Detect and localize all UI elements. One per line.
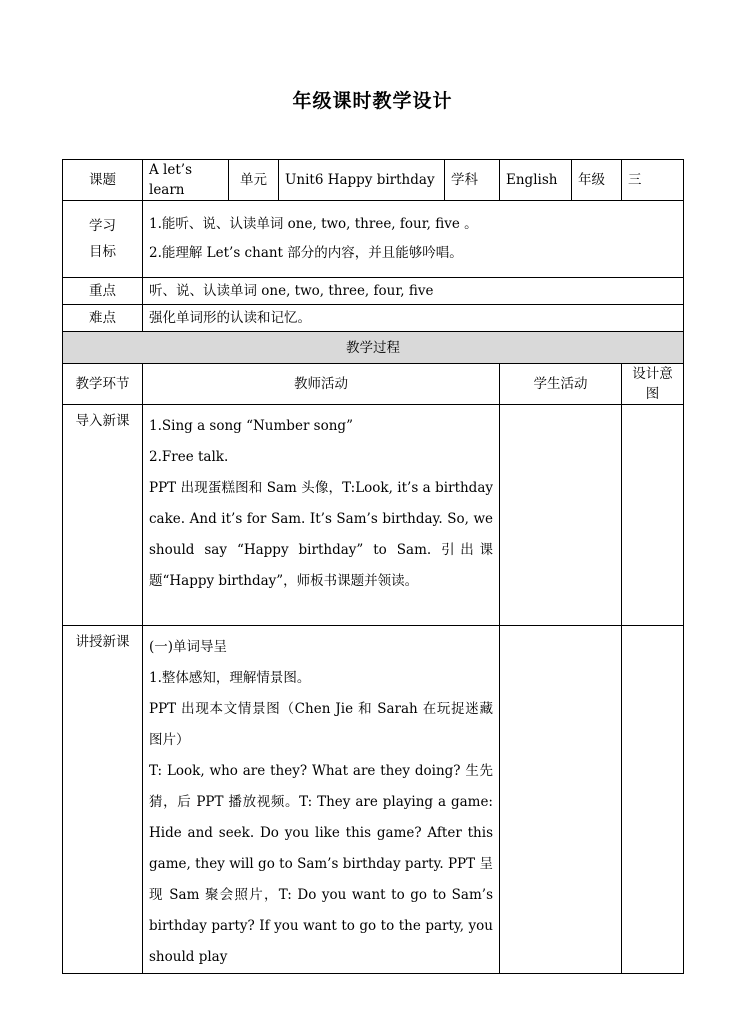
phase-name: 导入新课 [63, 405, 143, 626]
student-activity [500, 405, 622, 626]
objective-item: 2.能理解 Let’s chant 部分的内容，并且能够吟唱。 [149, 245, 463, 261]
grade-label: 年级 [572, 160, 622, 201]
activity-line: 2.Free talk. [149, 449, 229, 465]
objectives-content [143, 201, 684, 278]
objectives-label-line1: 学习 [89, 218, 116, 234]
activity-line: 1.整体感知，理解情景图。 [149, 670, 311, 686]
teacher-activity [143, 626, 500, 974]
objectives-label [63, 201, 143, 278]
info-row [63, 160, 684, 201]
key-points-row [63, 278, 684, 305]
process-header: 教学过程 [63, 332, 684, 364]
activity-line: PPT 出现本文情景图（Chen Jie 和 Sarah 在玩捉迷藏图片） [149, 701, 493, 748]
column-header-teacher: 教师活动 [143, 364, 500, 405]
unit-label: 单元 [229, 160, 279, 201]
difficulties-row [63, 305, 684, 332]
topic-value: A let’s learn [143, 160, 229, 201]
phase-name: 讲授新课 [63, 626, 143, 974]
activity-line: 1.Sing a song “Number song” [149, 418, 353, 434]
phase-row [63, 626, 684, 974]
grade-value: 三 [622, 160, 684, 201]
student-activity [500, 626, 622, 974]
column-header-phase: 教学环节 [63, 364, 143, 405]
activity-line: T: Look, who are they? What are they doing? 生先猜，后 PPT 播放视频。T: They are playing a game: Hide and seek. Do you like this game? After this game, they will go to Sam’s birthday party. PPT 呈现 Sam 聚会照片，T: Do you want to go to Sam’s birthday party? If you want to go to the party, you should play [149, 763, 493, 965]
process-header-row [63, 332, 684, 364]
activity-line: PPT 出现蛋糕图和 Sam 头像，T:Look, it’s a birthday cake. And it’s for Sam. It’s Sam’s birthday. So, we should say “Happy birthday” to Sam. 引出课题“Happy birthday”，师板书课题并领读。 [149, 480, 493, 589]
unit-value: Unit6 Happy birthday [279, 160, 445, 201]
design-intent [622, 626, 684, 974]
key-points-label: 重点 [63, 278, 143, 305]
key-points-value: 听、说、认读单词 one, two, three, four, five [143, 278, 684, 305]
column-header-student: 学生活动 [500, 364, 622, 405]
difficulties-label: 难点 [63, 305, 143, 332]
subject-label: 学科 [445, 160, 500, 201]
page-title: 年级课时教学设计 [292, 90, 453, 112]
activity-line: (一)单词导呈 [149, 639, 228, 655]
lesson-plan-table [62, 159, 684, 974]
teacher-activity [143, 405, 500, 626]
objectives-row [63, 201, 684, 278]
objectives-label-line2: 目标 [89, 244, 116, 260]
topic-label: 课题 [63, 160, 143, 201]
phase-row [63, 405, 684, 626]
design-intent [622, 405, 684, 626]
column-header-design: 设计意图 [622, 364, 684, 405]
objective-item: 1.能听、说、认读单词 one, two, three, four, five 。 [149, 216, 478, 232]
subject-value: English [500, 160, 572, 201]
column-header-row [63, 364, 684, 405]
difficulties-value: 强化单词形的认读和记忆。 [143, 305, 684, 332]
